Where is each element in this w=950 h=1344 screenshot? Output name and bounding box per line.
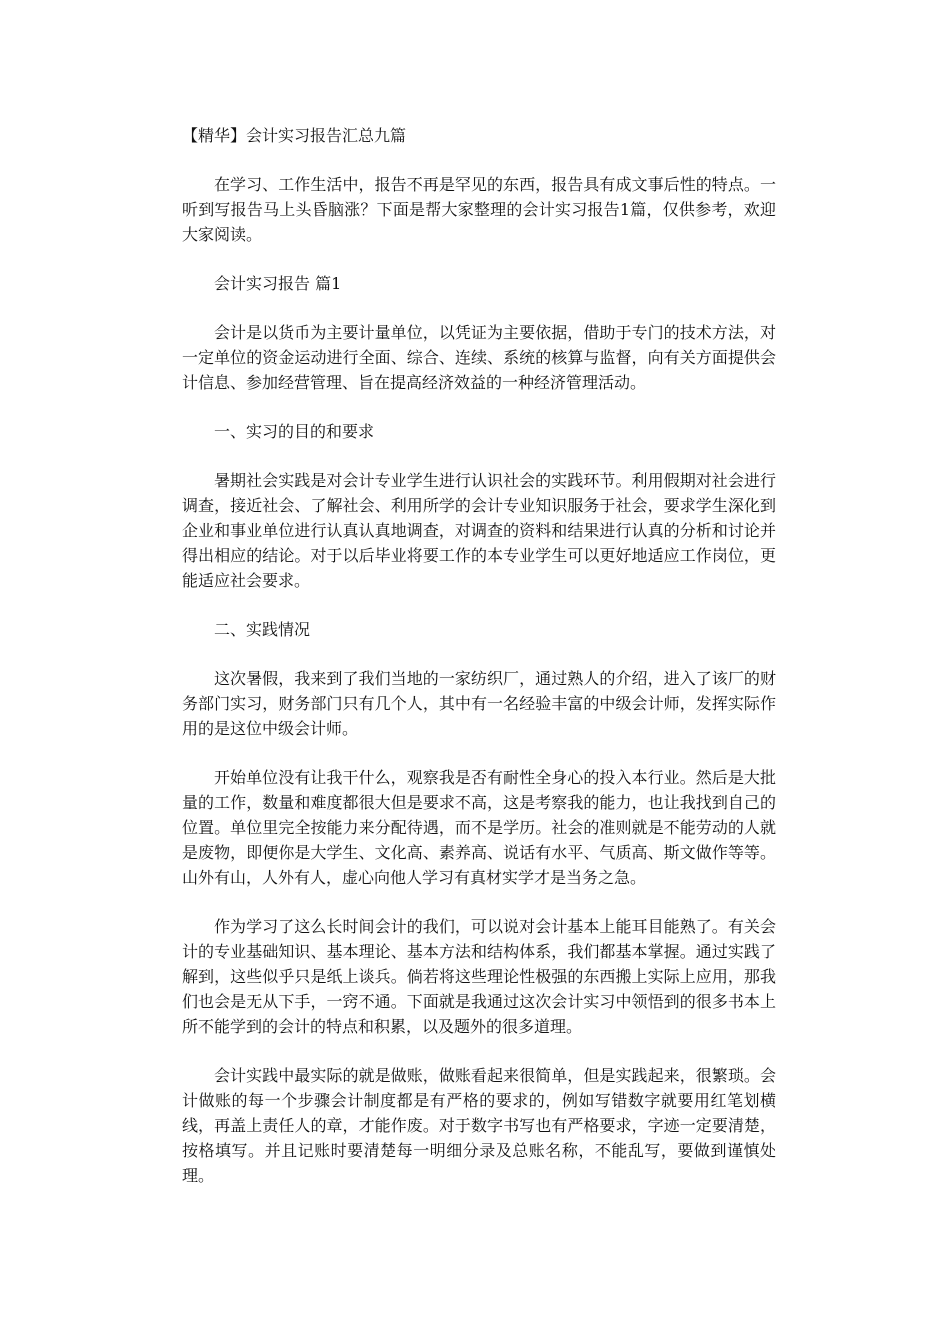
paragraph-practice-3: 作为学习了这么长时间会计的我们，可以说对会计基本上能耳目能熟了。有关会计的专业基础知识、基本理论、基本方法和结构体系，我们都基本掌握。通过实践了解到，这些似乎只是纸上谈兵。倘若将这些理论性极强的东西搬上实际上应用，那我们也会是无从下手，一窍不通。下面就是我通过这次会计实习中领悟到的很多书本上所不能学到的会计的特点和积累，以及题外的很多道理。 xyxy=(182,917,776,1036)
paragraph-practice-1: 这次暑假，我来到了我们当地的一家纺织厂，通过熟人的介绍，进入了该厂的财务部门实习，财务部门只有几个人，其中有一名经验丰富的中级会计师，发挥实际作用的是这位中级会计师。 xyxy=(182,669,776,738)
heading-purpose: 一、实习的目的和要求 xyxy=(214,422,375,441)
paragraph-practice-4: 会计实践中最实际的就是做账，做账看起来很简单，但是实践起来，很繁琐。会计做账的每一个步骤会计制度都是有严格的要求的，例如写错数字就要用红笔划横线，再盖上责任人的章，才能作废。对于数字书写也有严格要求，字迹一定要清楚，按格填写。并且记账时要清楚每一明细分录及总账名称，不能乱写，要做到谨慎处理。 xyxy=(182,1066,776,1185)
document-body xyxy=(182,123,776,1212)
document-title: 【精华】会计实习报告汇总九篇 xyxy=(182,126,407,145)
heading-practice: 二、实践情况 xyxy=(214,620,311,639)
paragraph-practice-2: 开始单位没有让我干什么，观察我是否有耐性全身心的投入本行业。然后是大批量的工作，数量和难度都很大但是要求不高，这是考察我的能力，也让我找到自己的位置。单位里完全按能力来分配待遇，而不是学历。社会的准则就是不能劳动的人就是废物，即便你是大学生、文化高、素养高、说话有水平、气质高、斯文做作等等。山外有山，人外有人，虚心向他人学习有真材实学才是当务之急。 xyxy=(182,768,776,887)
paragraph-purpose: 暑期社会实践是对会计专业学生进行认识社会的实践环节。利用假期对社会进行调查，接近社会、了解社会、利用所学的会计专业知识服务于社会，要求学生深化到企业和事业单位进行认真认真地调查，对调查的资料和结果进行认真的分析和讨论并得出相应的结论。对于以后毕业将要工作的本专业学生可以更好地适应工作岗位，更能适应社会要求。 xyxy=(182,471,776,590)
paragraph-definition: 会计是以货币为主要计量单位，以凭证为主要依据，借助于专门的技术方法，对一定单位的资金运动进行全面、综合、连续、系统的核算与监督，向有关方面提供会计信息、参加经营管理、旨在提高经济效益的一种经济管理活动。 xyxy=(182,323,776,392)
section-title: 会计实习报告 篇1 xyxy=(214,274,342,293)
intro-paragraph: 在学习、工作生活中，报告不再是罕见的东西，报告具有成文事后性的特点。一听到写报告马上头昏脑涨？下面是帮大家整理的会计实习报告1篇，仅供参考，欢迎大家阅读。 xyxy=(182,175,776,244)
